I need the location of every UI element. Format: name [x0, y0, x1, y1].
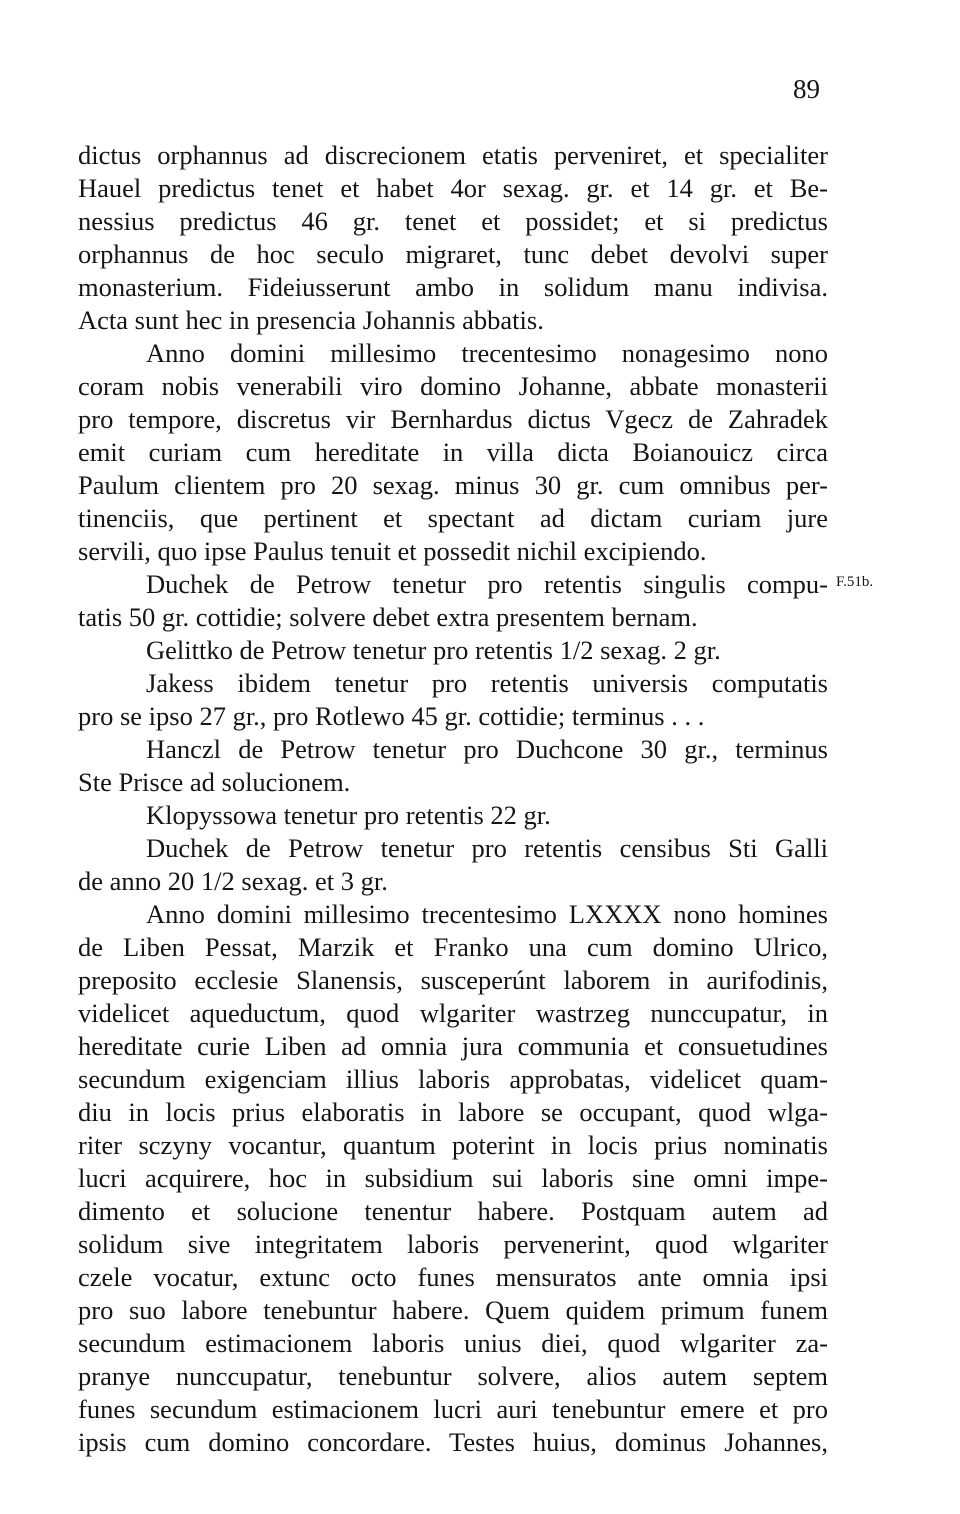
text-line: lucri acquirere, hoc in subsidium sui laboris sine omni impe- — [78, 1163, 828, 1193]
text-line: orphannus de hoc seculo migraret, tunc debet devolvi super — [78, 239, 828, 269]
text-line: tatis 50 gr. cottidie; solvere debet extra presentem bernam. — [78, 602, 698, 632]
text-line: Paulum clientem pro 20 sexag. minus 30 gr. cum omnibus per- — [78, 470, 828, 500]
text-line: videlicet aqueductum, quod wlgariter wastrzeg nunccupatur, in — [78, 998, 828, 1028]
text-line: pranye nunccupatur, tenebuntur solvere, alios autem septem — [78, 1361, 828, 1391]
text-line: Gelittko de Petrow tenetur pro retentis 1/2 sexag. 2 gr. — [146, 635, 721, 665]
text-line: Duchek de Petrow tenetur pro retentis censibus Sti Galli — [146, 833, 828, 863]
text-line: dictus orphannus ad discrecionem etatis perveniret, et specialiter — [78, 140, 828, 170]
margin-note: F.51b. — [836, 574, 874, 590]
text-line: funes secundum estimacionem lucri auri tenebuntur emere et pro — [78, 1394, 828, 1424]
text-line: monasterium. Fideiusserunt ambo in solidum manu indivisa. — [78, 272, 828, 302]
text-line: czele vocatur, extunc octo funes mensuratos ante omnia ipsi — [78, 1262, 828, 1292]
text-line: de Liben Pessat, Marzik et Franko una cum domino Ulrico, — [78, 932, 828, 962]
text-line: Hauel predictus tenet et habet 4or sexag. gr. et 14 gr. et Be- — [78, 173, 828, 203]
text-line: de anno 20 1/2 sexag. et 3 gr. — [78, 866, 388, 896]
text-line: pro tempore, discretus vir Bernhardus dictus Vgecz de Zahradek — [78, 404, 828, 434]
text-line: Klopyssowa tenetur pro retentis 22 gr. — [146, 800, 551, 830]
text-line: emit curiam cum hereditate in villa dicta Boianouicz circa — [78, 437, 828, 467]
text-line: pro suo labore tenebuntur habere. Quem quidem primum funem — [78, 1295, 828, 1325]
text-line: secundum estimacionem laboris unius diei, quod wlgariter za- — [78, 1328, 828, 1358]
text-line: Ste Prisce ad solucionem. — [78, 767, 351, 797]
text-line: dimento et solucione tenentur habere. Postquam autem ad — [78, 1196, 828, 1226]
text-line: Jakess ibidem tenetur pro retentis universis computatis — [146, 668, 828, 698]
text-line: nessius predictus 46 gr. tenet et possidet; et si predictus — [78, 206, 828, 236]
text-line: pro se ipso 27 gr., pro Rotlewo 45 gr. cottidie; terminus . . . — [78, 701, 705, 731]
text-line: Duchek de Petrow tenetur pro retentis singulis compu- — [146, 569, 828, 599]
text-line: Anno domini millesimo trecentesimo nonagesimo nono — [146, 338, 828, 368]
page-number: 89 — [793, 74, 820, 104]
text-line: solidum sive integritatem laboris pervenerint, quod wlgariter — [78, 1229, 828, 1259]
text-line: diu in locis prius elaboratis in labore se occupant, quod wlga- — [78, 1097, 828, 1127]
text-line: tinenciis, que pertinent et spectant ad dictam curiam jure — [78, 503, 828, 533]
text-line: servili, quo ipse Paulus tenuit et possedit nichil excipiendo. — [78, 536, 707, 566]
text-line: ipsis cum domino concordare. Testes huius, dominus Johannes, — [78, 1427, 828, 1457]
text-line: Anno domini millesimo trecentesimo LXXXX nono homines — [146, 899, 828, 929]
text-line: Hanczl de Petrow tenetur pro Duchcone 30 gr., terminus — [146, 734, 828, 764]
text-line: preposito ecclesie Slanensis, susceperúnt laborem in aurifodinis, — [78, 965, 828, 995]
text-line: riter sczyny vocantur, quantum poterint in locis prius nominatis — [78, 1130, 828, 1160]
text-line: Acta sunt hec in presencia Johannis abbatis. — [78, 305, 544, 335]
text-line: coram nobis venerabili viro domino Johanne, abbate monasterii — [78, 371, 828, 401]
text-line: hereditate curie Liben ad omnia jura communia et consuetudines — [78, 1031, 828, 1061]
text-line: secundum exigenciam illius laboris approbatas, videlicet quam- — [78, 1064, 828, 1094]
